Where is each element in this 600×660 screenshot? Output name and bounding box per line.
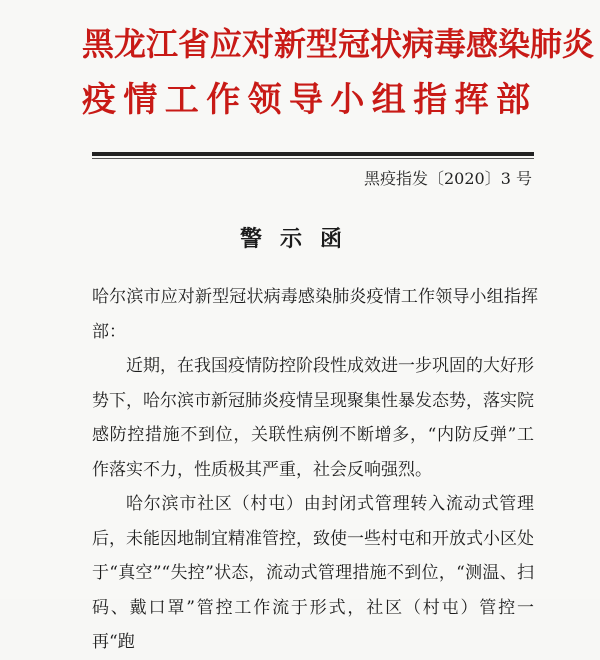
salutation: 哈尔滨市应对新型冠状病毒感染肺炎疫情工作领导小组指挥部：	[92, 287, 538, 342]
letterhead-divider	[92, 152, 534, 156]
letterhead-title-line-2: 疫情工作领导小组指挥部	[82, 80, 532, 120]
document-number: 黑疫指发〔2020〕3 号	[364, 169, 532, 188]
document-heading: 警示函	[239, 226, 360, 252]
body-paragraph-1: 近期，在我国疫情防控阶段性成效进一步巩固的大好形势下，哈尔滨市新冠肺炎疫情呈现聚集性暴发态势，落实院感防控措施不到位，关联性病例不断增多，“内防反弹”工作落实不力，性质极其严重，社会反响强烈。	[92, 356, 534, 480]
letterhead-divider-thin	[92, 158, 534, 159]
letterhead-title-line-1: 黑龙江省应对新型冠状病毒感染肺炎	[82, 25, 595, 63]
body-paragraph-2: 哈尔滨市社区（村屯）由封闭式管理转入流动式管理后，未能因地制宜精准管控，致使一些村屯和开放式小区处于“真空”“失控”状态，流动式管理措施不到位，“测温、扫码、戴口罩”管控工作流于形式，社区（村屯）管控一再“跑	[92, 494, 534, 652]
